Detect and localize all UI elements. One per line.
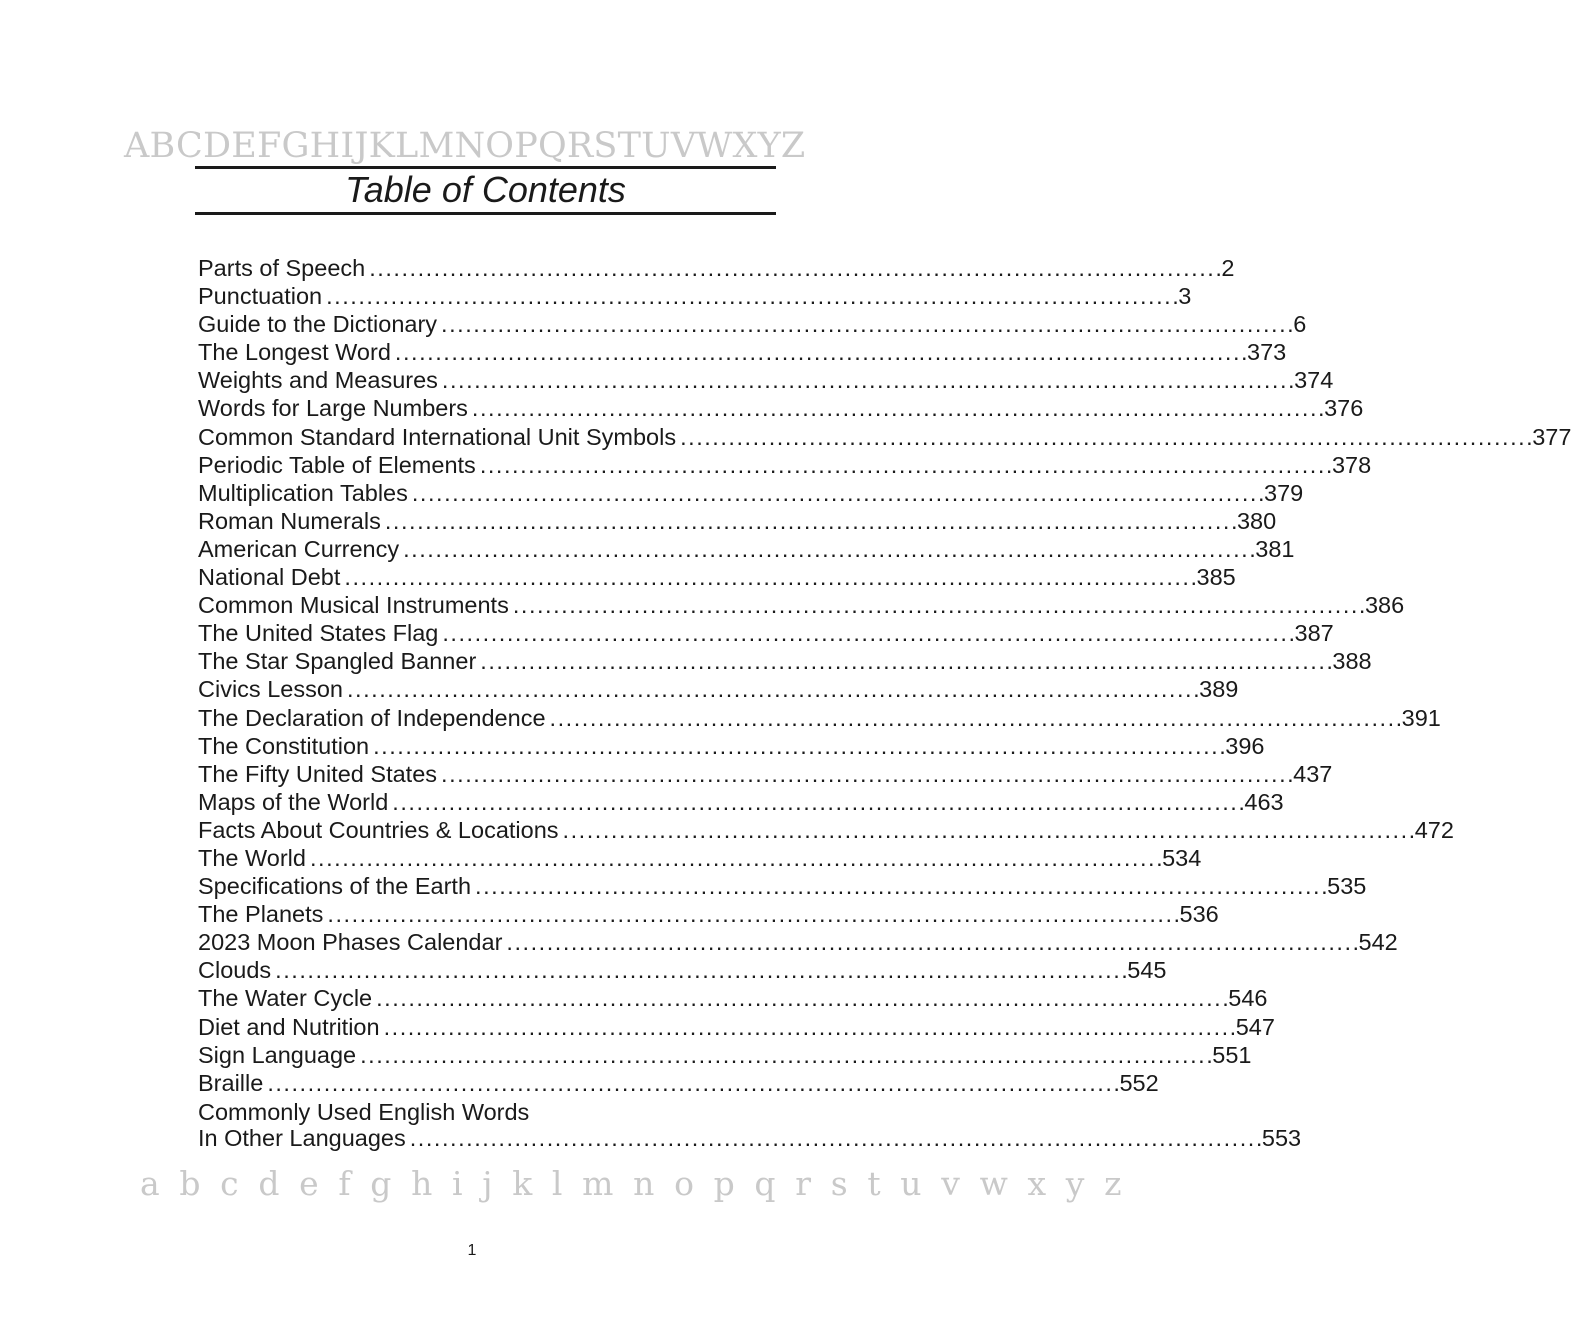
dot-leader	[550, 705, 1400, 732]
toc-entry[interactable]	[198, 535, 1295, 564]
toc-entry-page: 373	[1247, 339, 1287, 366]
toc-entry-label: The Planets	[198, 901, 324, 928]
toc-entry[interactable]	[198, 901, 1219, 929]
toc-entry[interactable]	[198, 620, 1334, 648]
dot-leader	[563, 817, 1413, 844]
dot-leader	[480, 452, 1330, 479]
toc-entry-label: Multiplication Tables	[198, 479, 408, 506]
toc-entry-page: 545	[1127, 957, 1167, 984]
toc-entry[interactable]	[198, 311, 1307, 339]
toc-entry[interactable]	[198, 788, 1284, 817]
toc-entry-label: The Water Cycle	[198, 985, 373, 1012]
toc-entry[interactable]	[198, 592, 1405, 620]
toc-entry-page: 535	[1327, 873, 1367, 900]
dot-leader	[347, 676, 1197, 703]
toc-entry[interactable]	[198, 676, 1239, 704]
dot-leader	[680, 424, 1530, 451]
toc-entry-label: The World	[198, 844, 306, 871]
toc-entry-label: Sign Language	[198, 1041, 357, 1068]
toc-entry-page: 386	[1364, 592, 1405, 619]
toc-entry-page: 3	[1178, 283, 1192, 310]
toc-entry-label: Roman Numerals	[198, 507, 381, 534]
toc-entry-page: 389	[1199, 676, 1239, 703]
dot-leader	[384, 1014, 1234, 1041]
dot-leader	[267, 1070, 1117, 1097]
page-title: Table of Contents	[345, 169, 626, 210]
toc-entry-page: 376	[1324, 395, 1364, 422]
toc-entry-page: 534	[1162, 844, 1202, 871]
toc-entry-label: Common Standard International Unit Symbols	[198, 423, 677, 450]
dot-leader	[475, 873, 1325, 900]
toc-entry[interactable]	[198, 1013, 1275, 1042]
toc-entry[interactable]	[198, 873, 1367, 901]
toc-entry-label: The Star Spangled Banner	[198, 648, 477, 675]
toc-entry[interactable]	[198, 423, 1571, 452]
dot-leader	[513, 592, 1363, 619]
toc-entry-label: Clouds	[198, 957, 272, 984]
toc-entry-label: Civics Lesson	[198, 676, 343, 703]
dot-leader	[410, 1125, 1260, 1152]
toc-entry[interactable]	[198, 648, 1372, 676]
toc-entry-page: 553	[1261, 1124, 1302, 1151]
toc-entry[interactable]	[198, 985, 1268, 1013]
toc-entry[interactable]	[198, 255, 1235, 283]
dot-leader	[506, 929, 1356, 956]
toc-entry-label: Parts of Speech	[198, 255, 366, 281]
toc-entry-page: 377	[1532, 423, 1571, 450]
toc-entry-page: 387	[1294, 620, 1334, 647]
dot-leader	[441, 311, 1291, 338]
toc-entry-label: The Constitution	[198, 732, 370, 759]
dot-leader	[395, 339, 1245, 366]
toc-entry-label: American Currency	[198, 535, 400, 562]
toc-entry-line2	[198, 1124, 1302, 1153]
toc-entry-page: 472	[1414, 816, 1454, 843]
toc-entry-page: 536	[1179, 901, 1219, 928]
toc-entry-page: 547	[1235, 1013, 1275, 1040]
toc-entry[interactable]	[198, 732, 1265, 761]
dot-leader	[385, 508, 1235, 535]
toc-entry-page: 391	[1401, 704, 1441, 731]
toc-entry[interactable]	[198, 451, 1372, 480]
page-number: 1	[467, 1242, 477, 1259]
dot-leader	[403, 536, 1253, 563]
toc-entry-page: 388	[1332, 648, 1372, 675]
toc-entry[interactable]	[198, 507, 1277, 536]
toc-entry[interactable]	[198, 704, 1441, 733]
alphabet-lower: a b c d e f g h i j k l m n o p q r s t u v w x y z	[140, 1164, 1127, 1203]
dot-leader	[326, 283, 1176, 310]
dot-leader	[412, 480, 1262, 507]
dot-leader	[392, 789, 1242, 816]
toc-entry-page: 6	[1293, 311, 1307, 338]
dot-leader	[442, 620, 1292, 647]
toc-entry-page: 463	[1244, 788, 1284, 815]
dot-leader	[441, 761, 1291, 788]
toc-entry-page: 2	[1221, 255, 1235, 281]
toc-entry-label: The Fifty United States	[198, 760, 438, 787]
toc-entry-label: Common Musical Instruments	[198, 592, 509, 619]
dot-leader	[344, 564, 1194, 591]
toc-entry-page: 380	[1236, 507, 1277, 534]
toc-entry[interactable]	[198, 816, 1454, 845]
toc-entry-label: The Longest Word	[198, 339, 391, 366]
dot-leader	[472, 395, 1322, 422]
dot-leader	[442, 367, 1292, 394]
toc-entry-label-line2: In Other Languages	[198, 1124, 406, 1151]
toc-entry-page: 385	[1196, 564, 1236, 591]
toc-entry-page: 381	[1255, 535, 1295, 562]
toc-entry-label: Maps of the World	[198, 788, 389, 815]
toc-entry[interactable]	[198, 844, 1202, 873]
dot-leader	[310, 845, 1160, 872]
alphabet-upper: ABCDEFGHIJKLMNOPQRSTUVWXYZ	[124, 126, 806, 166]
toc-entry-page: 374	[1294, 367, 1334, 394]
dot-leader	[376, 985, 1226, 1012]
dot-leader	[369, 255, 1219, 282]
toc-entry-label: The Declaration of Independence	[198, 704, 546, 731]
toc-entry[interactable]	[198, 929, 1398, 957]
dot-leader	[360, 1042, 1210, 1069]
toc-entry-label: Periodic Table of Elements	[198, 451, 476, 478]
toc-entry[interactable]	[198, 564, 1236, 592]
toc-entry-label: Facts About Countries & Locations	[198, 816, 559, 843]
toc-entry-label: Guide to the Dictionary	[198, 311, 438, 338]
toc-entry[interactable]	[198, 1069, 1159, 1098]
dot-leader	[275, 957, 1125, 984]
toc-entry-label: Words for Large Numbers	[198, 395, 468, 422]
dot-leader	[480, 648, 1330, 675]
toc-entry[interactable]	[198, 339, 1287, 367]
toc-entry-multiline[interactable]	[198, 1098, 1302, 1153]
toc-entry[interactable]	[198, 367, 1334, 395]
toc-entry-label: Braille	[198, 1069, 264, 1096]
toc-entry-page: 542	[1358, 929, 1398, 956]
toc-entry-label: 2023 Moon Phases Calendar	[198, 929, 503, 956]
toc-entry-label: Diet and Nutrition	[198, 1013, 380, 1040]
toc-entry-page: 378	[1331, 451, 1372, 478]
toc-entry[interactable]	[198, 1041, 1252, 1070]
dot-leader	[373, 733, 1223, 760]
toc-entry-label: Punctuation	[198, 283, 323, 310]
toc-entry-page: 396	[1225, 732, 1265, 759]
toc-entry-label: Weights and Measures	[198, 367, 438, 394]
toc-entry[interactable]	[198, 760, 1333, 789]
toc-entry-page: 546	[1228, 985, 1268, 1012]
toc-entry[interactable]	[198, 283, 1192, 311]
toc-list	[198, 255, 1571, 1153]
toc-entry-label-line1: Commonly Used English Words	[198, 1098, 530, 1125]
toc-entry-label: National Debt	[198, 564, 341, 591]
toc-entry-page: 437	[1293, 760, 1333, 787]
toc-entry[interactable]	[198, 395, 1364, 423]
toc-entry-label: Specifications of the Earth	[198, 873, 472, 900]
toc-entry-page: 552	[1119, 1069, 1159, 1096]
toc-entry[interactable]	[198, 479, 1304, 508]
toc-entry[interactable]	[198, 957, 1167, 985]
title-bottom-rule	[195, 212, 776, 215]
toc-entry-page: 551	[1212, 1041, 1252, 1068]
toc-entry-label: The United States Flag	[198, 620, 439, 647]
toc-entry-page: 379	[1264, 479, 1304, 506]
dot-leader	[327, 901, 1177, 928]
